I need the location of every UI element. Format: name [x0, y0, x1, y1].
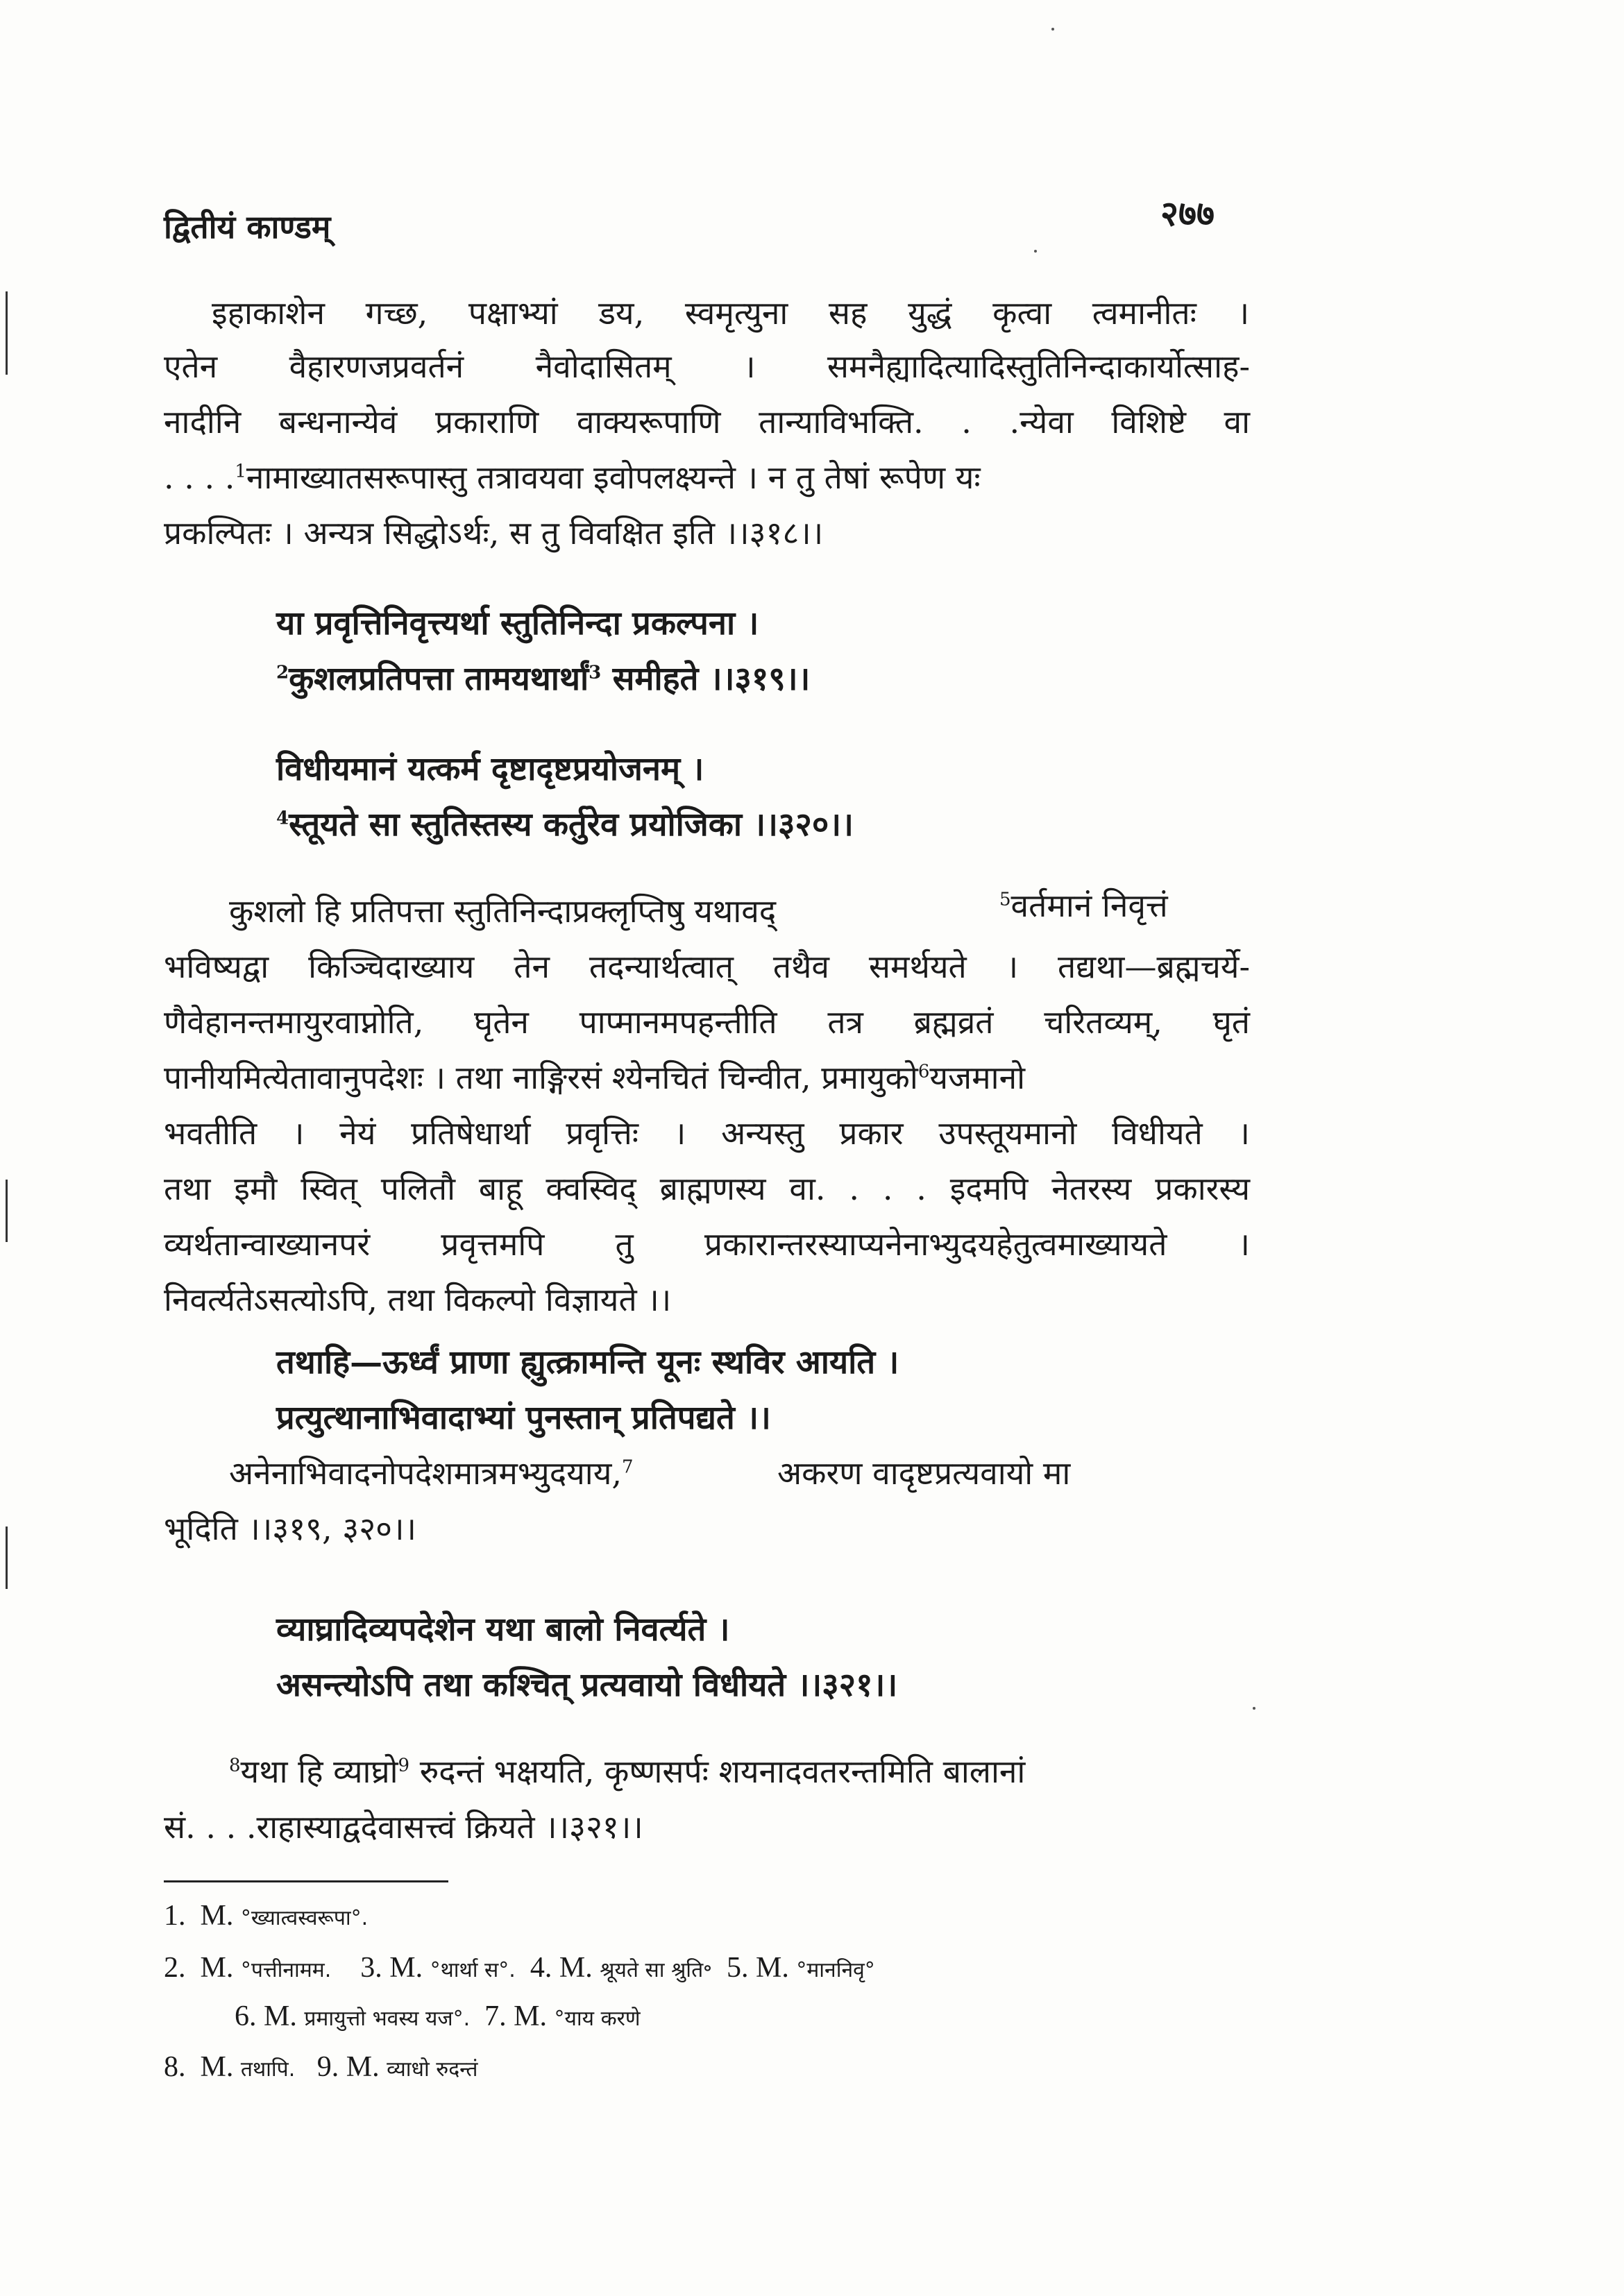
page-number: २७७: [1160, 193, 1215, 234]
scan-edge-mark: [6, 291, 8, 375]
scan-edge-mark: [6, 1180, 8, 1242]
para2-line6: तथा इमौ स्वित् पलितौ बाहू क्वस्विद् ब्राह्मणस्य वा. . . . इदमपि नेतरस्य प्रकारस्य: [164, 1170, 1250, 1207]
para2-line5: भवतीति । नेयं प्रतिषेधार्था प्रवृत्तिः । अन्यस्तु प्रकार उपस्तूयमानो विधीयते ।: [164, 1114, 1250, 1152]
para3-line1: अनेनाभिवादनोपदेशमात्रमभ्युदयाय,$^7$: [229, 1454, 634, 1492]
running-header-title: द्वितीयं काण्डम्: [164, 208, 331, 246]
para4-line2: सं. . . .राहास्याद्वदेवासत्त्वं क्रियते ।।३२१।।: [164, 1808, 643, 1846]
footnote-marker: 1: [235, 461, 246, 482]
para2-line1-end: $^5$वर्तमानं निवृत्तं: [999, 887, 1168, 924]
para2-line8: निवर्त्यतेऽसत्योऽपि, तथा विकल्पो विज्ञायते ।।: [164, 1281, 672, 1318]
footnote-marker: 3: [589, 662, 602, 683]
quote-line1: तथाहि—ऊर्ध्वं प्राणा ह्युत्क्रामन्ति यूनः स्थविर आयति ।: [276, 1343, 899, 1381]
para1-line4: . . . .$^1$नामाख्यातसरूपास्तु तत्रावयवा इवोपलक्ष्यन्ते । न तु तेषां रूपेण यः: [164, 459, 981, 496]
para3-line2: भूदिति ।।३१९, ३२०।।: [164, 1510, 416, 1547]
footnote-8-9: 8. M. तथापि. 9. M. व्याधो रुदन्तं: [164, 2051, 478, 2083]
footnote-1: 1. M. °ख्यात्वस्वरूपा°.: [164, 1900, 369, 1932]
verse-321-line2: असन्त्योऽपि तथा कश्चित् प्रत्यवायो विधीयते ।।३२१।।: [276, 1666, 898, 1704]
scan-speck: [1253, 1707, 1255, 1710]
verse-319-line2: $^2$कुशलप्रतिपत्ता तामयथार्थां$^3$ समीहते ।।३१९।।: [276, 660, 811, 698]
footnote-marker: 5: [999, 889, 1011, 910]
verse-321-line1: व्याघ्रादिव्यपदेशेन यथा बालो निवर्त्यते ।: [276, 1610, 730, 1649]
footnote-marker: 8: [229, 1755, 241, 1776]
para4-line1: $^8$यथा हि व्याघ्रो$^9$ रुदन्तं भक्षयति, कृष्णसर्पः शयनादवतरन्तमिति बालानां: [229, 1753, 1026, 1790]
verse-320-line1: विधीयमानं यत्कर्म दृष्टादृष्टप्रयोजनम् ।: [276, 750, 704, 788]
para1-line1: इहाकाशेन गच्छ, पक्षाभ्यां डय, स्वमृत्युना सह युद्धं कृत्वा त्वमानीतः ।: [212, 294, 1249, 332]
para3-line1-end: अकरण वादृष्टप्रत्यवायो मा: [777, 1454, 1071, 1492]
quote-line2: प्रत्युत्थानाभिवादाभ्यां पुनस्तान् प्रतिपद्यते ।।: [276, 1399, 771, 1437]
para2-line3: णैवेहानन्तमायुरवाप्नोति, घृतेन पाप्मानमपहन्तीति तत्र ब्रह्मव्रतं चरितव्यम्, घृतं: [164, 1003, 1250, 1041]
footnote-marker: 9: [398, 1755, 410, 1776]
para2-line1: कुशलो हि प्रतिपत्ता स्तुतिनिन्दाप्रक्लृप्तिषु यथावद्: [229, 892, 777, 930]
para2-line7: व्यर्थतान्वाख्यानपरं प्रवृत्तमपि तु प्रकारान्तरस्याप्यनेनाभ्युदयहेतुत्वमाख्यायते ।: [164, 1225, 1250, 1263]
scan-speck: [1034, 250, 1037, 253]
para1-line2: एतेन वैहारणजप्रवर्तनं नैवोदासितम् । समनैह्यादित्यादिस्तुतिनिन्दाकार्योत्साह-: [164, 348, 1250, 385]
para1-line5: प्रकल्पितः । अन्यत्र सिद्धोऽर्थः, स तु विवक्षित इति ।।३१८।।: [164, 514, 824, 552]
footnote-6-7: 6. M. प्रमायुत्तो भवस्य यज°. 7. M. °याय करणे: [235, 2000, 641, 2032]
footnote-marker: 7: [622, 1456, 634, 1478]
para2-line4: पानीयमित्येतावानुपदेशः । तथा नाङ्गिरसं श्येनचितं चिन्वीत, प्रमायुको$^6$यजमानो: [164, 1059, 1026, 1096]
footnote-marker: 2: [276, 662, 289, 683]
footnote-separator: [164, 1880, 448, 1882]
scan-speck: [1051, 28, 1054, 31]
footnote-2-5: 2. M. °पत्तीनामम. 3. M. °थार्था स°. 4. M. श्रूयते सा श्रुति॰ 5. M. °माननिवृ°: [164, 1952, 875, 1984]
footnote-marker: 6: [917, 1061, 930, 1082]
footnote-marker: 4: [276, 808, 289, 829]
para1-line3: नादीनि बन्धनान्येवं प्रकाराणि वाक्यरूपाणि तान्याविभक्ति. . .न्येवा विशिष्टे वा: [164, 403, 1250, 441]
para2-line2: भविष्यद्वा किञ्चिदाख्याय तेन तदन्यार्थत्वात् तथैव समर्थयते । तद्यथा—ब्रह्मचर्ये-: [164, 948, 1250, 985]
scan-edge-mark: [6, 1527, 8, 1589]
verse-319-line1: या प्रवृत्तिनिवृत्त्यर्था स्तुतिनिन्दा प्रकल्पना ।: [276, 604, 759, 643]
verse-320-line2: $^4$स्तूयते सा स्तुतिस्तस्य कर्तुरेव प्रयोजिका ।।३२०।।: [276, 806, 854, 844]
